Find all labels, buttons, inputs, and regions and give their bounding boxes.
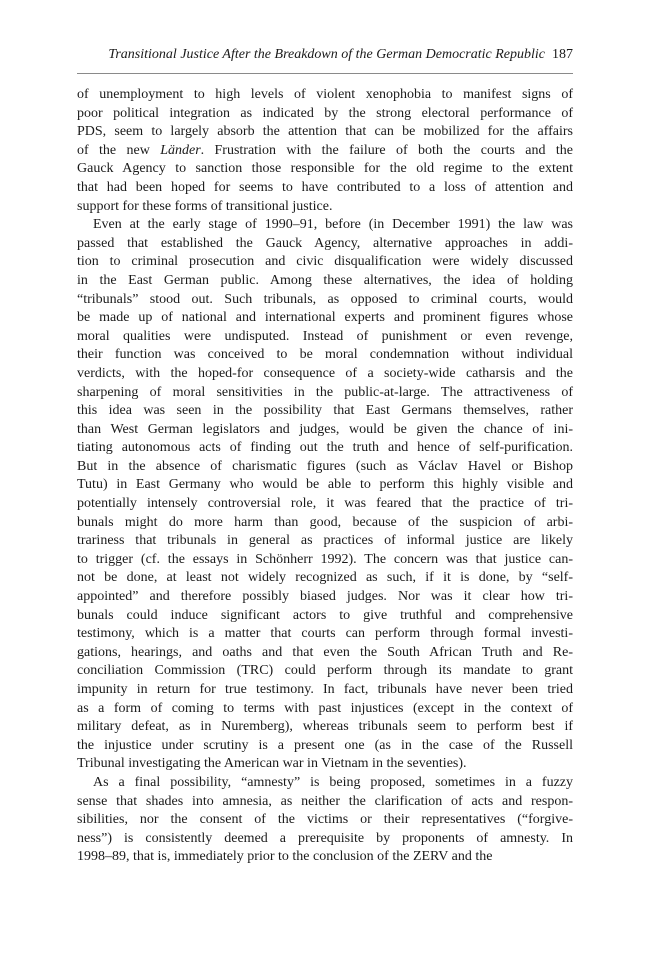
text-line: As a final possibility, “amnesty” is being proposed, sometimes in a fuzzy: [93, 774, 573, 790]
text-line: But in the absence of charismatic figures (such as Václav Havel or Bishop: [77, 458, 573, 474]
text-line: ness”) is consistently deemed a prerequisite by proponents of amnesty. In: [77, 830, 573, 846]
header-rule: [77, 73, 573, 74]
text-line: 1998–89, that is, immediately prior to the conclusion of the ZERV and the: [77, 849, 493, 865]
paragraph: [77, 216, 573, 774]
text-line: poor political integration as indicated by the strong electoral performance of: [77, 105, 573, 121]
text-line: Gauck Agency to sanction those responsible for the old regime to the extent: [77, 161, 573, 177]
italic-term: Länder: [160, 142, 201, 158]
text-line: “tribunals” stood out. Such tribunals, as opposed to criminal courts, would: [77, 291, 573, 307]
text-line: as a form of coming to terms with past injustices (except in the context of: [77, 700, 573, 716]
running-head: [77, 46, 573, 64]
text-line: tion to criminal prosecution and civic disqualification were widely discussed: [77, 254, 573, 270]
text-line: Tribunal investigating the American war in Vietnam in the seventies).: [77, 756, 467, 772]
text-line: not be done, at least not widely recognized as such, if it is done, by “self-: [77, 570, 573, 586]
text-line: tiating autonomous acts of finding out the truth and hence of self-purification.: [77, 440, 573, 456]
text-line: to trigger (cf. the essays in Schönherr 1992). The concern was that justice can-: [77, 551, 573, 567]
text-line: gations, hearings, and oaths and that even the South African Truth and Re-: [77, 644, 573, 660]
text-line: this idea was seen in the possibility that East Germans themselves, rather: [77, 403, 573, 419]
text-line: bunals could induce significant actors to give truthful and comprehensive: [77, 607, 573, 623]
paragraph: [77, 86, 573, 216]
page-number: 187: [552, 47, 573, 62]
book-page: [77, 46, 573, 867]
text-line: sharpening of moral sensitivities in the public-at-large. The attractiveness of: [77, 384, 573, 400]
text-line: of the new Länder. Frustration with the failure of both the courts and the: [77, 142, 573, 158]
running-title: Transitional Justice After the Breakdown of the German Democratic Republic: [108, 47, 545, 62]
text-line: be made up of national and international experts and prominent figures whose: [77, 310, 573, 326]
text-line: Tutu) in East Germany who would be able to perform this highly visible and: [77, 477, 573, 493]
text-line: verdicts, with the hoped-for consequence of a society-wide catharsis and the: [77, 365, 573, 381]
text-line: military defeat, as in Nuremberg), whereas tribunals seem to perform best if: [77, 719, 573, 735]
text-line: of unemployment to high levels of violent xenophobia to manifest signs of: [77, 87, 573, 102]
text-line: passed that established the Gauck Agency, alternative approaches in addi-: [77, 235, 573, 251]
text-line: Even at the early stage of 1990–91, before (in December 1991) the law was: [93, 217, 573, 233]
paragraph: [77, 774, 573, 867]
text-line: than West German legislators and judges, would be given the chance of ini-: [77, 421, 573, 437]
text-line: sense that shades into amnesia, as neither the clarification of acts and respon-: [77, 793, 573, 809]
text-line: trariness that tribunals in general as practices of informal justice are likely: [77, 533, 573, 549]
text-line: their function was conceived to be moral condemnation without individual: [77, 347, 573, 363]
text-line: conciliation Commission (TRC) could perform through its mandate to grant: [77, 663, 573, 679]
text-line: PDS, seem to largely absorb the attention that can be mobilized for the affairs: [77, 124, 573, 140]
text-line: sibilities, nor the consent of the victims or their representatives (“forgive-: [77, 812, 573, 828]
text-line: moral qualities were undisputed. Instead of punishment or even revenge,: [77, 328, 573, 344]
text-line: in the East German public. Among these alternatives, the idea of holding: [77, 272, 573, 288]
text-line: that had been hoped for seems to have contributed to a loss of attention and: [77, 179, 573, 195]
body-text: [77, 86, 573, 867]
text-line: appointed” and therefore possibly biased judges. Nor was it clear how tri-: [77, 589, 573, 605]
text-line: bunals might do more harm than good, because of the suspicion of arbi-: [77, 514, 573, 530]
text-line: potentially intensely controversial role, it was feared that the practice of tri-: [77, 496, 573, 512]
text-line: support for these forms of transitional justice.: [77, 198, 333, 214]
text-line: the injustice under scrutiny is a present one (as in the case of the Russell: [77, 737, 573, 753]
text-line: testimony, which is a matter that courts can perform through formal investi-: [77, 626, 573, 642]
text-line: impunity in return for true testimony. In fact, tribunals have never been tried: [77, 682, 573, 697]
